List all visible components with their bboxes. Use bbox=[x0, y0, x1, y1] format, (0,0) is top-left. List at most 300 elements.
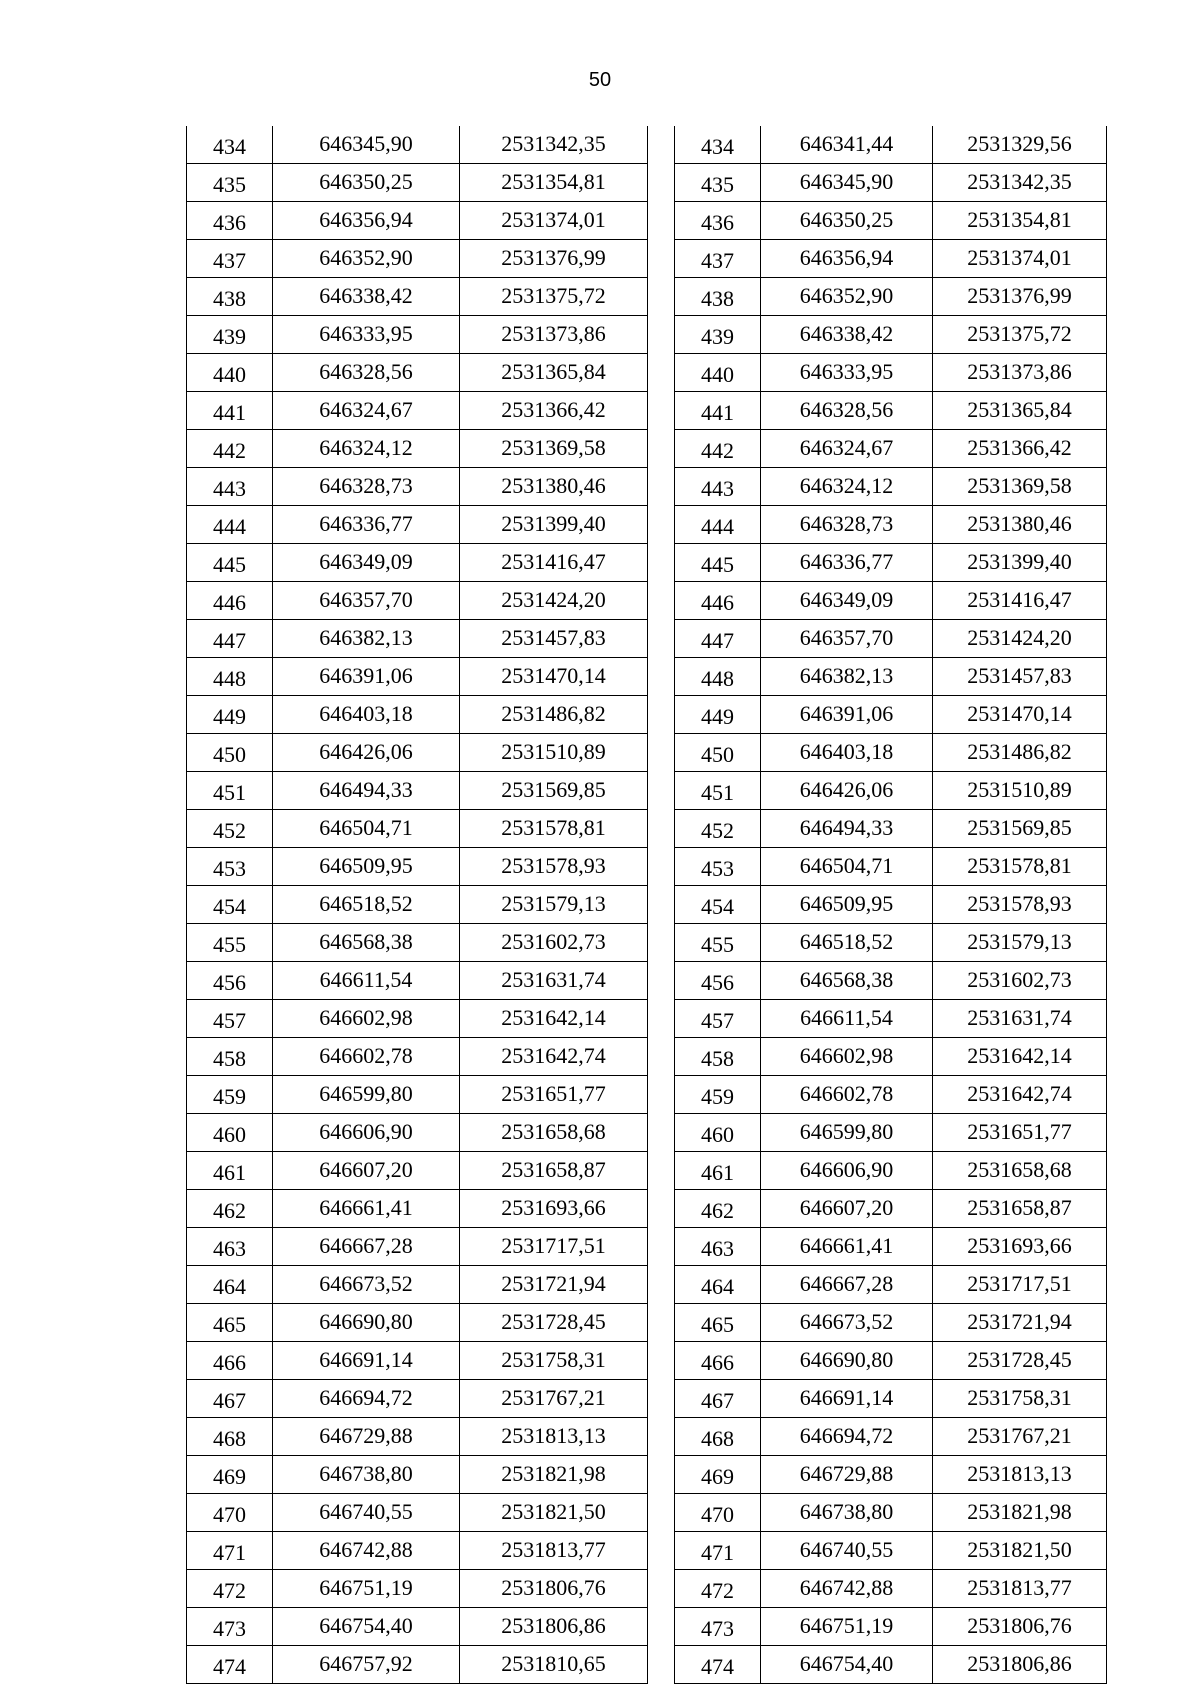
y-coordinate-cell: 2531376,99 bbox=[933, 278, 1107, 316]
point-number-cell: 470 bbox=[675, 1494, 761, 1532]
point-number-cell: 462 bbox=[675, 1190, 761, 1228]
point-number-cell: 448 bbox=[675, 658, 761, 696]
x-coordinate-cell: 646356,94 bbox=[761, 240, 933, 278]
y-coordinate-cell: 2531376,99 bbox=[460, 240, 648, 278]
table-row bbox=[187, 1342, 648, 1380]
point-number-cell: 445 bbox=[675, 544, 761, 582]
point-number-cell: 450 bbox=[675, 734, 761, 772]
point-number-cell: 461 bbox=[675, 1152, 761, 1190]
table-row bbox=[187, 1000, 648, 1038]
point-number-cell: 469 bbox=[187, 1456, 273, 1494]
table-row bbox=[187, 468, 648, 506]
point-number-cell: 470 bbox=[187, 1494, 273, 1532]
y-coordinate-cell: 2531470,14 bbox=[460, 658, 648, 696]
point-number-cell: 461 bbox=[187, 1152, 273, 1190]
y-coordinate-cell: 2531658,68 bbox=[933, 1152, 1107, 1190]
y-coordinate-cell: 2531806,76 bbox=[460, 1570, 648, 1608]
point-number-cell: 440 bbox=[187, 354, 273, 392]
table-row bbox=[675, 1380, 1107, 1418]
point-number-cell: 445 bbox=[187, 544, 273, 582]
x-coordinate-cell: 646336,77 bbox=[273, 506, 460, 544]
point-number-cell: 455 bbox=[675, 924, 761, 962]
point-number-cell: 463 bbox=[675, 1228, 761, 1266]
table-row bbox=[675, 658, 1107, 696]
x-coordinate-cell: 646333,95 bbox=[761, 354, 933, 392]
point-number-cell: 449 bbox=[675, 696, 761, 734]
x-coordinate-cell: 646673,52 bbox=[761, 1304, 933, 1342]
y-coordinate-cell: 2531821,98 bbox=[460, 1456, 648, 1494]
table-row bbox=[187, 772, 648, 810]
table-row bbox=[187, 316, 648, 354]
x-coordinate-cell: 646328,73 bbox=[761, 506, 933, 544]
point-number-cell: 437 bbox=[187, 240, 273, 278]
point-number-cell: 467 bbox=[187, 1380, 273, 1418]
point-number-cell: 457 bbox=[187, 1000, 273, 1038]
point-number-cell: 472 bbox=[187, 1570, 273, 1608]
y-coordinate-cell: 2531369,58 bbox=[460, 430, 648, 468]
y-coordinate-cell: 2531486,82 bbox=[933, 734, 1107, 772]
x-coordinate-cell: 646673,52 bbox=[273, 1266, 460, 1304]
table-row bbox=[675, 620, 1107, 658]
x-coordinate-cell: 646568,38 bbox=[273, 924, 460, 962]
table-row bbox=[675, 734, 1107, 772]
x-coordinate-cell: 646352,90 bbox=[761, 278, 933, 316]
point-number-cell: 436 bbox=[675, 202, 761, 240]
point-number-cell: 467 bbox=[675, 1380, 761, 1418]
x-coordinate-cell: 646602,98 bbox=[273, 1000, 460, 1038]
table-row bbox=[187, 544, 648, 582]
x-coordinate-cell: 646742,88 bbox=[273, 1532, 460, 1570]
table-row bbox=[187, 1304, 648, 1342]
point-number-cell: 439 bbox=[675, 316, 761, 354]
y-coordinate-cell: 2531569,85 bbox=[933, 810, 1107, 848]
table-row bbox=[675, 696, 1107, 734]
point-number-cell: 442 bbox=[675, 430, 761, 468]
table-row bbox=[187, 1266, 648, 1304]
table-row bbox=[675, 1076, 1107, 1114]
point-number-cell: 473 bbox=[675, 1608, 761, 1646]
x-coordinate-cell: 646691,14 bbox=[761, 1380, 933, 1418]
y-coordinate-cell: 2531416,47 bbox=[933, 582, 1107, 620]
x-coordinate-cell: 646494,33 bbox=[761, 810, 933, 848]
y-coordinate-cell: 2531329,56 bbox=[933, 126, 1107, 164]
point-number-cell: 459 bbox=[675, 1076, 761, 1114]
point-number-cell: 474 bbox=[187, 1646, 273, 1684]
x-coordinate-cell: 646356,94 bbox=[273, 202, 460, 240]
y-coordinate-cell: 2531578,81 bbox=[933, 848, 1107, 886]
x-coordinate-cell: 646328,56 bbox=[761, 392, 933, 430]
table-row bbox=[187, 240, 648, 278]
table-row bbox=[187, 924, 648, 962]
y-coordinate-cell: 2531728,45 bbox=[460, 1304, 648, 1342]
x-coordinate-cell: 646391,06 bbox=[761, 696, 933, 734]
y-coordinate-cell: 2531365,84 bbox=[933, 392, 1107, 430]
x-coordinate-cell: 646751,19 bbox=[761, 1608, 933, 1646]
x-coordinate-cell: 646729,88 bbox=[761, 1456, 933, 1494]
x-coordinate-cell: 646599,80 bbox=[761, 1114, 933, 1152]
table-row bbox=[187, 126, 648, 164]
point-number-cell: 437 bbox=[675, 240, 761, 278]
x-coordinate-cell: 646729,88 bbox=[273, 1418, 460, 1456]
table-row bbox=[675, 1114, 1107, 1152]
x-coordinate-cell: 646661,41 bbox=[273, 1190, 460, 1228]
point-number-cell: 434 bbox=[675, 126, 761, 164]
table-row bbox=[187, 1114, 648, 1152]
x-coordinate-cell: 646602,98 bbox=[761, 1038, 933, 1076]
y-coordinate-cell: 2531806,86 bbox=[933, 1646, 1107, 1684]
point-number-cell: 464 bbox=[675, 1266, 761, 1304]
x-coordinate-cell: 646357,70 bbox=[761, 620, 933, 658]
point-number-cell: 474 bbox=[675, 1646, 761, 1684]
point-number-cell: 468 bbox=[187, 1418, 273, 1456]
x-coordinate-cell: 646426,06 bbox=[273, 734, 460, 772]
y-coordinate-cell: 2531366,42 bbox=[460, 392, 648, 430]
x-coordinate-cell: 646341,44 bbox=[761, 126, 933, 164]
x-coordinate-cell: 646754,40 bbox=[761, 1646, 933, 1684]
x-coordinate-cell: 646607,20 bbox=[761, 1190, 933, 1228]
y-coordinate-cell: 2531651,77 bbox=[460, 1076, 648, 1114]
table-row bbox=[187, 1152, 648, 1190]
point-number-cell: 439 bbox=[187, 316, 273, 354]
point-number-cell: 434 bbox=[187, 126, 273, 164]
point-number-cell: 453 bbox=[675, 848, 761, 886]
y-coordinate-cell: 2531693,66 bbox=[460, 1190, 648, 1228]
y-coordinate-cell: 2531758,31 bbox=[460, 1342, 648, 1380]
x-coordinate-cell: 646694,72 bbox=[273, 1380, 460, 1418]
point-number-cell: 462 bbox=[187, 1190, 273, 1228]
point-number-cell: 446 bbox=[675, 582, 761, 620]
point-number-cell: 466 bbox=[187, 1342, 273, 1380]
table-row bbox=[187, 1532, 648, 1570]
table-row bbox=[675, 1532, 1107, 1570]
point-number-cell: 438 bbox=[675, 278, 761, 316]
point-number-cell: 449 bbox=[187, 696, 273, 734]
x-coordinate-cell: 646336,77 bbox=[761, 544, 933, 582]
point-number-cell: 441 bbox=[187, 392, 273, 430]
table-row bbox=[675, 924, 1107, 962]
x-coordinate-cell: 646509,95 bbox=[761, 886, 933, 924]
x-coordinate-cell: 646602,78 bbox=[273, 1038, 460, 1076]
point-number-cell: 458 bbox=[187, 1038, 273, 1076]
y-coordinate-cell: 2531354,81 bbox=[460, 164, 648, 202]
point-number-cell: 443 bbox=[187, 468, 273, 506]
point-number-cell: 451 bbox=[187, 772, 273, 810]
y-coordinate-cell: 2531375,72 bbox=[933, 316, 1107, 354]
point-number-cell: 444 bbox=[187, 506, 273, 544]
y-coordinate-cell: 2531510,89 bbox=[933, 772, 1107, 810]
table-row bbox=[187, 1646, 648, 1684]
table-row bbox=[675, 1152, 1107, 1190]
table-row bbox=[675, 202, 1107, 240]
y-coordinate-cell: 2531631,74 bbox=[460, 962, 648, 1000]
x-coordinate-cell: 646333,95 bbox=[273, 316, 460, 354]
page-number: 50 bbox=[588, 69, 612, 91]
x-coordinate-cell: 646690,80 bbox=[761, 1342, 933, 1380]
left-coordinates-table bbox=[186, 126, 648, 1684]
x-coordinate-cell: 646606,90 bbox=[273, 1114, 460, 1152]
table-row bbox=[187, 734, 648, 772]
y-coordinate-cell: 2531470,14 bbox=[933, 696, 1107, 734]
point-number-cell: 435 bbox=[187, 164, 273, 202]
y-coordinate-cell: 2531602,73 bbox=[933, 962, 1107, 1000]
y-coordinate-cell: 2531693,66 bbox=[933, 1228, 1107, 1266]
table-row bbox=[675, 582, 1107, 620]
x-coordinate-cell: 646738,80 bbox=[273, 1456, 460, 1494]
point-number-cell: 473 bbox=[187, 1608, 273, 1646]
y-coordinate-cell: 2531821,98 bbox=[933, 1494, 1107, 1532]
table-row bbox=[675, 1570, 1107, 1608]
x-coordinate-cell: 646352,90 bbox=[273, 240, 460, 278]
y-coordinate-cell: 2531821,50 bbox=[933, 1532, 1107, 1570]
y-coordinate-cell: 2531365,84 bbox=[460, 354, 648, 392]
table-row bbox=[675, 1190, 1107, 1228]
point-number-cell: 446 bbox=[187, 582, 273, 620]
y-coordinate-cell: 2531380,46 bbox=[933, 506, 1107, 544]
y-coordinate-cell: 2531631,74 bbox=[933, 1000, 1107, 1038]
point-number-cell: 450 bbox=[187, 734, 273, 772]
point-number-cell: 455 bbox=[187, 924, 273, 962]
y-coordinate-cell: 2531642,14 bbox=[460, 1000, 648, 1038]
table-row bbox=[675, 506, 1107, 544]
table-row bbox=[187, 848, 648, 886]
table-row bbox=[675, 164, 1107, 202]
y-coordinate-cell: 2531806,76 bbox=[933, 1608, 1107, 1646]
y-coordinate-cell: 2531578,81 bbox=[460, 810, 648, 848]
x-coordinate-cell: 646694,72 bbox=[761, 1418, 933, 1456]
point-number-cell: 442 bbox=[187, 430, 273, 468]
x-coordinate-cell: 646740,55 bbox=[761, 1532, 933, 1570]
point-number-cell: 469 bbox=[675, 1456, 761, 1494]
y-coordinate-cell: 2531424,20 bbox=[933, 620, 1107, 658]
point-number-cell: 472 bbox=[675, 1570, 761, 1608]
y-coordinate-cell: 2531578,93 bbox=[933, 886, 1107, 924]
table-row bbox=[187, 1228, 648, 1266]
point-number-cell: 465 bbox=[675, 1304, 761, 1342]
table-row bbox=[675, 316, 1107, 354]
x-coordinate-cell: 646391,06 bbox=[273, 658, 460, 696]
y-coordinate-cell: 2531399,40 bbox=[933, 544, 1107, 582]
point-number-cell: 471 bbox=[675, 1532, 761, 1570]
point-number-cell: 444 bbox=[675, 506, 761, 544]
table-row bbox=[187, 1456, 648, 1494]
table-row bbox=[187, 392, 648, 430]
table-row bbox=[187, 1190, 648, 1228]
point-number-cell: 438 bbox=[187, 278, 273, 316]
y-coordinate-cell: 2531717,51 bbox=[460, 1228, 648, 1266]
point-number-cell: 457 bbox=[675, 1000, 761, 1038]
point-number-cell: 460 bbox=[675, 1114, 761, 1152]
x-coordinate-cell: 646518,52 bbox=[273, 886, 460, 924]
y-coordinate-cell: 2531369,58 bbox=[933, 468, 1107, 506]
y-coordinate-cell: 2531578,93 bbox=[460, 848, 648, 886]
x-coordinate-cell: 646661,41 bbox=[761, 1228, 933, 1266]
x-coordinate-cell: 646324,67 bbox=[761, 430, 933, 468]
point-number-cell: 443 bbox=[675, 468, 761, 506]
x-coordinate-cell: 646611,54 bbox=[273, 962, 460, 1000]
y-coordinate-cell: 2531806,86 bbox=[460, 1608, 648, 1646]
point-number-cell: 463 bbox=[187, 1228, 273, 1266]
x-coordinate-cell: 646494,33 bbox=[273, 772, 460, 810]
right-table-body bbox=[675, 126, 1107, 1684]
x-coordinate-cell: 646382,13 bbox=[761, 658, 933, 696]
x-coordinate-cell: 646607,20 bbox=[273, 1152, 460, 1190]
table-row bbox=[675, 1418, 1107, 1456]
table-row bbox=[187, 810, 648, 848]
table-row bbox=[187, 1418, 648, 1456]
point-number-cell: 447 bbox=[675, 620, 761, 658]
x-coordinate-cell: 646324,67 bbox=[273, 392, 460, 430]
table-row bbox=[675, 848, 1107, 886]
y-coordinate-cell: 2531642,74 bbox=[933, 1076, 1107, 1114]
table-row bbox=[675, 886, 1107, 924]
y-coordinate-cell: 2531813,13 bbox=[933, 1456, 1107, 1494]
x-coordinate-cell: 646690,80 bbox=[273, 1304, 460, 1342]
table-row bbox=[675, 772, 1107, 810]
x-coordinate-cell: 646324,12 bbox=[273, 430, 460, 468]
x-coordinate-cell: 646345,90 bbox=[761, 164, 933, 202]
y-coordinate-cell: 2531813,77 bbox=[460, 1532, 648, 1570]
point-number-cell: 448 bbox=[187, 658, 273, 696]
table-row bbox=[187, 1494, 648, 1532]
y-coordinate-cell: 2531380,46 bbox=[460, 468, 648, 506]
point-number-cell: 435 bbox=[675, 164, 761, 202]
x-coordinate-cell: 646403,18 bbox=[273, 696, 460, 734]
point-number-cell: 454 bbox=[675, 886, 761, 924]
x-coordinate-cell: 646345,90 bbox=[273, 126, 460, 164]
point-number-cell: 464 bbox=[187, 1266, 273, 1304]
point-number-cell: 440 bbox=[675, 354, 761, 392]
table-row bbox=[675, 1646, 1107, 1684]
y-coordinate-cell: 2531813,13 bbox=[460, 1418, 648, 1456]
y-coordinate-cell: 2531813,77 bbox=[933, 1570, 1107, 1608]
x-coordinate-cell: 646338,42 bbox=[761, 316, 933, 354]
point-number-cell: 452 bbox=[187, 810, 273, 848]
table-row bbox=[675, 392, 1107, 430]
y-coordinate-cell: 2531373,86 bbox=[460, 316, 648, 354]
table-row bbox=[675, 1304, 1107, 1342]
y-coordinate-cell: 2531354,81 bbox=[933, 202, 1107, 240]
table-row bbox=[675, 354, 1107, 392]
x-coordinate-cell: 646754,40 bbox=[273, 1608, 460, 1646]
point-number-cell: 452 bbox=[675, 810, 761, 848]
y-coordinate-cell: 2531721,94 bbox=[933, 1304, 1107, 1342]
y-coordinate-cell: 2531579,13 bbox=[933, 924, 1107, 962]
table-row bbox=[187, 1076, 648, 1114]
table-row bbox=[675, 1342, 1107, 1380]
table-row bbox=[187, 1038, 648, 1076]
y-coordinate-cell: 2531416,47 bbox=[460, 544, 648, 582]
x-coordinate-cell: 646504,71 bbox=[761, 848, 933, 886]
table-row bbox=[187, 962, 648, 1000]
y-coordinate-cell: 2531721,94 bbox=[460, 1266, 648, 1304]
y-coordinate-cell: 2531342,35 bbox=[460, 126, 648, 164]
table-row bbox=[187, 278, 648, 316]
table-row bbox=[675, 1494, 1107, 1532]
y-coordinate-cell: 2531366,42 bbox=[933, 430, 1107, 468]
table-row bbox=[675, 1456, 1107, 1494]
x-coordinate-cell: 646611,54 bbox=[761, 1000, 933, 1038]
x-coordinate-cell: 646667,28 bbox=[273, 1228, 460, 1266]
x-coordinate-cell: 646691,14 bbox=[273, 1342, 460, 1380]
y-coordinate-cell: 2531767,21 bbox=[460, 1380, 648, 1418]
x-coordinate-cell: 646403,18 bbox=[761, 734, 933, 772]
x-coordinate-cell: 646742,88 bbox=[761, 1570, 933, 1608]
table-row bbox=[675, 278, 1107, 316]
y-coordinate-cell: 2531424,20 bbox=[460, 582, 648, 620]
point-number-cell: 458 bbox=[675, 1038, 761, 1076]
point-number-cell: 456 bbox=[187, 962, 273, 1000]
table-row bbox=[187, 696, 648, 734]
point-number-cell: 471 bbox=[187, 1532, 273, 1570]
x-coordinate-cell: 646328,73 bbox=[273, 468, 460, 506]
y-coordinate-cell: 2531399,40 bbox=[460, 506, 648, 544]
y-coordinate-cell: 2531569,85 bbox=[460, 772, 648, 810]
y-coordinate-cell: 2531374,01 bbox=[933, 240, 1107, 278]
x-coordinate-cell: 646568,38 bbox=[761, 962, 933, 1000]
y-coordinate-cell: 2531579,13 bbox=[460, 886, 648, 924]
x-coordinate-cell: 646757,92 bbox=[273, 1646, 460, 1684]
table-row bbox=[675, 1228, 1107, 1266]
x-coordinate-cell: 646738,80 bbox=[761, 1494, 933, 1532]
y-coordinate-cell: 2531342,35 bbox=[933, 164, 1107, 202]
point-number-cell: 454 bbox=[187, 886, 273, 924]
y-coordinate-cell: 2531642,74 bbox=[460, 1038, 648, 1076]
x-coordinate-cell: 646751,19 bbox=[273, 1570, 460, 1608]
y-coordinate-cell: 2531810,65 bbox=[460, 1646, 648, 1684]
x-coordinate-cell: 646518,52 bbox=[761, 924, 933, 962]
y-coordinate-cell: 2531642,14 bbox=[933, 1038, 1107, 1076]
y-coordinate-cell: 2531658,87 bbox=[933, 1190, 1107, 1228]
x-coordinate-cell: 646328,56 bbox=[273, 354, 460, 392]
right-coordinates-table bbox=[674, 126, 1107, 1684]
x-coordinate-cell: 646349,09 bbox=[273, 544, 460, 582]
x-coordinate-cell: 646504,71 bbox=[273, 810, 460, 848]
y-coordinate-cell: 2531658,68 bbox=[460, 1114, 648, 1152]
x-coordinate-cell: 646350,25 bbox=[761, 202, 933, 240]
y-coordinate-cell: 2531651,77 bbox=[933, 1114, 1107, 1152]
table-row bbox=[187, 354, 648, 392]
point-number-cell: 466 bbox=[675, 1342, 761, 1380]
point-number-cell: 456 bbox=[675, 962, 761, 1000]
table-row bbox=[187, 1608, 648, 1646]
y-coordinate-cell: 2531373,86 bbox=[933, 354, 1107, 392]
y-coordinate-cell: 2531510,89 bbox=[460, 734, 648, 772]
table-row bbox=[675, 1266, 1107, 1304]
table-row bbox=[187, 620, 648, 658]
y-coordinate-cell: 2531457,83 bbox=[460, 620, 648, 658]
x-coordinate-cell: 646509,95 bbox=[273, 848, 460, 886]
table-row bbox=[187, 202, 648, 240]
point-number-cell: 436 bbox=[187, 202, 273, 240]
table-row bbox=[675, 126, 1107, 164]
point-number-cell: 468 bbox=[675, 1418, 761, 1456]
y-coordinate-cell: 2531486,82 bbox=[460, 696, 648, 734]
point-number-cell: 447 bbox=[187, 620, 273, 658]
point-number-cell: 451 bbox=[675, 772, 761, 810]
table-row bbox=[187, 658, 648, 696]
table-row bbox=[675, 544, 1107, 582]
table-row bbox=[187, 430, 648, 468]
x-coordinate-cell: 646667,28 bbox=[761, 1266, 933, 1304]
table-row bbox=[187, 582, 648, 620]
table-row bbox=[187, 164, 648, 202]
left-table-body bbox=[187, 126, 648, 1684]
y-coordinate-cell: 2531758,31 bbox=[933, 1380, 1107, 1418]
y-coordinate-cell: 2531821,50 bbox=[460, 1494, 648, 1532]
y-coordinate-cell: 2531457,83 bbox=[933, 658, 1107, 696]
point-number-cell: 441 bbox=[675, 392, 761, 430]
x-coordinate-cell: 646349,09 bbox=[761, 582, 933, 620]
